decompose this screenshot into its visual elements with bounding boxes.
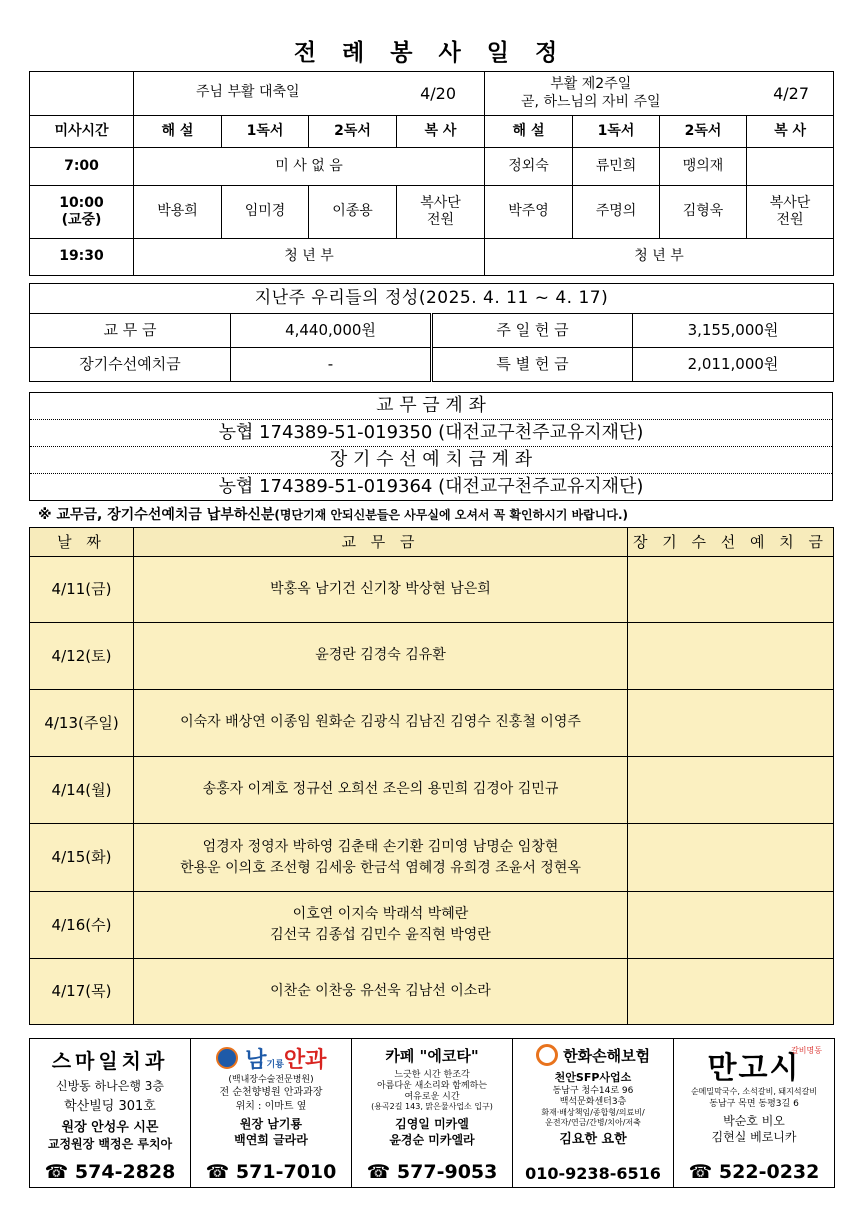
offering-value: 3,155,000원 [633, 314, 834, 348]
mass-time-line1: 10:00 [59, 194, 104, 211]
ad-line: 여유로운 시간 [404, 1091, 460, 1102]
header-altar: 복 사 [397, 116, 485, 148]
notice-main: ※ 교무금, 장기수선예치금 납부하신분 [38, 507, 275, 523]
names-line: 이숙자 배상연 이종임 원화순 김광식 김남진 김영수 진홍철 이영주 [180, 714, 581, 731]
ad-phone: ☎ 574-2828 [44, 1161, 176, 1183]
ad-logo [674, 1043, 834, 1087]
ad-phone: ☎ 571-7010 [205, 1161, 337, 1183]
header-reading2: 2독서 [309, 116, 397, 148]
youth-cell: 청 년 부 [485, 239, 834, 276]
week1-header [134, 72, 485, 116]
maintenance-names [628, 690, 834, 757]
offering-label: 장기수선예치금 [30, 348, 231, 382]
ad-line: 학산빌딩 301호 [64, 1099, 156, 1115]
reading1-cell: 주명의 [573, 186, 660, 239]
commentary-cell: 박용희 [134, 186, 222, 239]
ad-line: 아름다운 새소리와 함께하는 [376, 1080, 488, 1091]
tithe-names [134, 959, 628, 1025]
offering-value: 4,440,000원 [231, 314, 432, 348]
reading2-cell: 김형욱 [660, 186, 747, 239]
schedule-row [30, 148, 834, 186]
sponsor-ads [29, 1038, 835, 1188]
commentary-cell: 정외숙 [485, 148, 573, 186]
ad-line: 운전자/연금/간병/치아/저축 [545, 1118, 641, 1128]
header-reading1: 1독서 [222, 116, 309, 148]
mass-time: 7:00 [30, 148, 134, 186]
header-reading2: 2독서 [660, 116, 747, 148]
ad-restaurant [674, 1039, 834, 1187]
schedule-row [30, 186, 834, 239]
hanwha-logo-icon [536, 1044, 558, 1066]
accounts-table [29, 392, 833, 501]
names-line: 이찬순 이찬웅 유선욱 김남선 이소라 [270, 982, 491, 999]
altar-cell [397, 186, 485, 239]
ad-line: 느긋한 시간 한조각 [394, 1070, 470, 1080]
header-commentary: 해 설 [134, 116, 222, 148]
ad-line: 동남구 청수14로 96 [552, 1085, 634, 1096]
altar-line1: 복사단 [769, 194, 811, 211]
commentary-cell: 박주영 [485, 186, 573, 239]
offering-label: 교 무 금 [30, 314, 231, 348]
table-row [30, 623, 834, 690]
ad-logo [513, 1044, 673, 1066]
week2-name-line1: 부활 제2주일 [550, 76, 632, 92]
ad-line: 화재·배상책임/종합형/의료비/ [541, 1108, 645, 1118]
donations-table [29, 527, 834, 1025]
ad-line: 백연희 글라라 [234, 1133, 308, 1148]
table-row [30, 757, 834, 824]
ad-eye-clinic [191, 1039, 352, 1187]
donation-date: 4/11(금) [30, 557, 134, 623]
ad-line: 전 순천향병원 안과과장 [219, 1087, 323, 1099]
week2-date: 4/27 [773, 83, 810, 103]
ad-name-part: 안과 [283, 1048, 327, 1073]
maintenance-names [628, 824, 834, 892]
header-date: 날 짜 [30, 528, 134, 557]
reading1-cell: 류민희 [573, 148, 660, 186]
ad-name-part: 남 [245, 1048, 267, 1073]
maintenance-names [628, 757, 834, 824]
week2-header [485, 72, 834, 116]
tithe-names [134, 824, 628, 892]
names-line: 윤경란 김경숙 김유환 [315, 647, 446, 664]
ad-line: 동남구 목면 동평3길 6 [709, 1098, 799, 1109]
eye-logo-icon [216, 1047, 238, 1069]
offering-label: 특 별 헌 금 [432, 348, 633, 382]
youth-cell: 청 년 부 [134, 239, 485, 276]
tithe-names [134, 757, 628, 824]
table-row [30, 690, 834, 757]
names-line: 이호연 이지숙 박래석 박혜란 [292, 906, 469, 922]
ad-line: 윤경순 미카엘라 [389, 1133, 475, 1148]
account-number: 농협 174389-51-019350 (대전교구천주교유지재단) [30, 420, 833, 447]
donation-date: 4/14(월) [30, 757, 134, 824]
altar-line2: 전원 [426, 212, 455, 228]
maintenance-names [628, 557, 834, 623]
donation-date: 4/16(수) [30, 892, 134, 959]
table-row [30, 892, 834, 959]
maintenance-names [628, 892, 834, 959]
ad-line: 백석문화센터3층 [559, 1097, 627, 1108]
header-mass-time: 미사시간 [30, 116, 134, 148]
header-maintenance: 장 기 수 선 예 치 금 [628, 528, 834, 557]
names-line: 김선국 김종섭 김민수 윤직현 박영란 [270, 927, 491, 943]
header-tithe: 교 무 금 [134, 528, 628, 557]
reading2-cell: 이종용 [309, 186, 397, 239]
altar-cell [747, 148, 834, 186]
ad-line: 김현실 베로니카 [711, 1130, 797, 1145]
mass-time [30, 186, 134, 239]
account-title: 장 기 수 선 예 치 금 계 좌 [30, 447, 833, 474]
ad-logo [191, 1043, 351, 1074]
mass-time: 19:30 [30, 239, 134, 276]
offerings-title: 지난주 우리들의 정성(2025. 4. 11 ~ 4. 17) [30, 284, 834, 314]
names-line: 한용운 이의호 조선형 김세웅 한금석 염혜경 유희경 조윤서 정현옥 [180, 859, 581, 876]
account-number: 농협 174389-51-019364 (대전교구천주교유지재단) [30, 474, 833, 501]
ad-line: 원장 남기룡 [239, 1117, 303, 1132]
week1-name: 주님 부활 대축일 [196, 83, 300, 100]
offering-label: 주 일 헌 금 [432, 314, 633, 348]
page-title: 전 례 봉 사 일 정 [293, 40, 567, 66]
altar-line1: 복사단 [420, 194, 461, 211]
donation-date: 4/12(토) [30, 623, 134, 690]
ad-phone: ☎ 522-0232 [688, 1161, 820, 1183]
maintenance-names [628, 959, 834, 1025]
header-altar: 복 사 [747, 116, 834, 148]
ad-name: 만고시 [707, 1051, 801, 1086]
ad-line: (백내장수술전문병원) [228, 1075, 314, 1085]
tithe-names [134, 892, 628, 959]
ad-name: 한화손해보험 [563, 1047, 651, 1065]
ad-line: 김요한 요한 [559, 1132, 627, 1148]
donation-date: 4/15(화) [30, 824, 134, 892]
ad-line: 김영일 미카엘 [395, 1116, 469, 1131]
ad-line: 천안SFP사업소 [554, 1071, 632, 1084]
reading1-cell: 임미경 [222, 186, 309, 239]
header-reading1: 1독서 [573, 116, 660, 148]
notice-sub: (명단기재 안되신분들은 사무실에 오셔서 꼭 확인하시기 바랍니다.) [274, 508, 629, 522]
altar-line2: 전원 [776, 212, 804, 228]
ad-name: 스마일치과 [51, 1049, 169, 1073]
mass-time-line2: (교중) [61, 212, 102, 228]
no-mass-cell: 미 사 없 음 [134, 148, 485, 186]
ad-line: (용곡2길 143, 맑은물사업소 입구) [371, 1102, 493, 1112]
offering-value: 2,011,000원 [633, 348, 834, 382]
header-commentary: 해 설 [485, 116, 573, 148]
reading2-cell: 맹의재 [660, 148, 747, 186]
ad-phone: ☎ 577-9053 [366, 1161, 498, 1183]
maintenance-names [628, 623, 834, 690]
offering-value: - [231, 348, 432, 382]
table-row [30, 824, 834, 892]
ad-line: 박순호 비오 [723, 1113, 785, 1128]
account-title: 교 무 금 계 좌 [376, 394, 486, 416]
schedule-table [29, 71, 834, 276]
offerings-table [29, 283, 834, 382]
tithe-names [134, 690, 628, 757]
table-row [30, 959, 834, 1025]
ad-name: 카페 "에코타" [385, 1047, 479, 1065]
ad-line: 위치 : 이마트 옆 [235, 1100, 307, 1112]
ad-line: 신방동 하나은행 3층 [55, 1079, 164, 1093]
tithe-names [134, 557, 628, 623]
week2-name-line2: 곧, 하느님의 자비 주일 [521, 93, 661, 110]
week1-date: 4/20 [420, 83, 457, 103]
offerings-row [30, 314, 834, 348]
payment-notice [38, 504, 628, 524]
donations-header-row [30, 528, 834, 557]
ad-line: 순메밀막국수, 소석갈비, 돼지석갈비 [690, 1087, 818, 1096]
names-line: 박홍옥 남기건 신기창 박상현 남은희 [270, 580, 491, 597]
ad-cafe [352, 1039, 513, 1187]
ad-tag: 갈비명동 [791, 1046, 822, 1055]
donation-date: 4/17(목) [30, 959, 134, 1025]
ad-line: 원장 안성우 시몬 [61, 1119, 159, 1135]
altar-cell [747, 186, 834, 239]
tithe-names [134, 623, 628, 690]
schedule-header-row [30, 116, 834, 148]
schedule-week-row [30, 72, 834, 116]
names-line: 엄경자 정영자 박하영 김춘태 손기환 김미영 남명순 임창현 [202, 838, 559, 855]
table-row [30, 557, 834, 623]
offerings-row [30, 348, 834, 382]
names-line: 송홍자 이계호 정규선 오희선 조은의 용민희 김경아 김민규 [202, 781, 559, 798]
ad-dental [30, 1039, 191, 1187]
ad-name-small: 기룡 [266, 1060, 284, 1070]
ad-insurance [513, 1039, 674, 1187]
empty-corner [30, 72, 134, 116]
schedule-row [30, 239, 834, 276]
donation-date: 4/13(주일) [30, 690, 134, 757]
ad-line: 교정원장 백정은 루치아 [47, 1137, 173, 1152]
ad-phone: 010-9238-6516 [525, 1164, 661, 1183]
